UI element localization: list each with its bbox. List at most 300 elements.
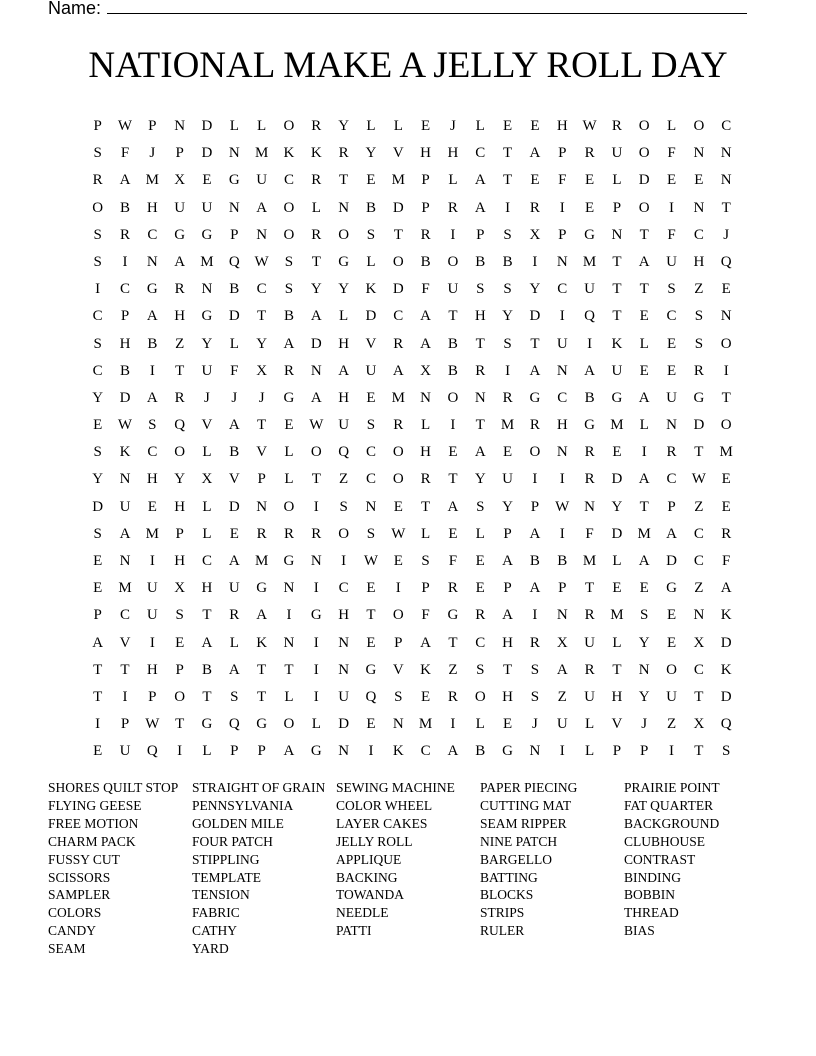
grid-letter[interactable]: L bbox=[311, 199, 321, 216]
grid-letter[interactable]: P bbox=[148, 688, 157, 705]
grid-letter[interactable]: S bbox=[339, 498, 348, 515]
grid-letter[interactable]: L bbox=[284, 444, 294, 461]
grid-letter[interactable]: W bbox=[309, 417, 324, 434]
grid-letter[interactable]: I bbox=[559, 308, 565, 325]
grid-letter[interactable]: P bbox=[530, 498, 540, 515]
grid-letter[interactable]: E bbox=[366, 389, 376, 406]
grid-letter[interactable]: X bbox=[529, 226, 541, 243]
grid-letter[interactable]: L bbox=[448, 172, 458, 189]
grid-letter[interactable]: K bbox=[283, 145, 295, 162]
grid-letter[interactable]: A bbox=[529, 362, 541, 379]
grid-letter[interactable]: H bbox=[174, 308, 186, 325]
grid-letter[interactable]: K bbox=[392, 743, 404, 760]
grid-letter[interactable]: R bbox=[311, 118, 322, 134]
grid-letter[interactable]: C bbox=[420, 743, 431, 760]
grid-letter[interactable]: G bbox=[584, 417, 595, 434]
grid-letter[interactable]: S bbox=[148, 417, 157, 434]
grid-letter[interactable]: J bbox=[531, 716, 538, 733]
grid-letter[interactable]: A bbox=[529, 145, 541, 162]
grid-letter[interactable]: O bbox=[174, 688, 186, 705]
grid-letter[interactable]: E bbox=[147, 498, 157, 515]
grid-letter[interactable]: H bbox=[502, 688, 513, 705]
grid-letter[interactable]: W bbox=[582, 118, 597, 134]
grid-letter[interactable]: N bbox=[119, 471, 131, 488]
grid-letter[interactable]: L bbox=[202, 525, 212, 542]
grid-letter[interactable]: S bbox=[694, 308, 704, 325]
grid-letter[interactable]: L bbox=[202, 444, 212, 461]
grid-letter[interactable]: S bbox=[93, 335, 102, 352]
grid-letter[interactable]: H bbox=[420, 145, 432, 162]
grid-letter[interactable]: Y bbox=[338, 118, 350, 134]
grid-letter[interactable]: P bbox=[120, 716, 130, 733]
grid-letter[interactable]: G bbox=[529, 389, 541, 406]
grid-letter[interactable]: D bbox=[392, 281, 404, 298]
grid-letter[interactable]: T bbox=[311, 471, 321, 488]
grid-letter[interactable]: N bbox=[720, 145, 732, 162]
grid-letter[interactable]: N bbox=[474, 389, 486, 406]
grid-letter[interactable]: J bbox=[450, 118, 456, 134]
grid-letter[interactable]: A bbox=[228, 661, 240, 678]
grid-letter[interactable]: X bbox=[174, 580, 186, 597]
grid-letter[interactable]: E bbox=[584, 172, 595, 189]
grid-letter[interactable]: P bbox=[175, 661, 184, 678]
grid-letter[interactable]: K bbox=[611, 335, 623, 352]
grid-letter[interactable]: O bbox=[447, 389, 459, 406]
grid-letter[interactable]: T bbox=[202, 607, 212, 624]
grid-letter[interactable]: W bbox=[363, 553, 379, 569]
grid-letter[interactable]: C bbox=[147, 226, 158, 243]
grid-letter[interactable]: J bbox=[231, 389, 238, 406]
grid-letter[interactable]: W bbox=[555, 498, 570, 515]
grid-letter[interactable]: I bbox=[313, 688, 319, 705]
grid-letter[interactable]: I bbox=[505, 199, 511, 216]
grid-letter[interactable]: H bbox=[474, 308, 486, 325]
grid-letter[interactable]: O bbox=[392, 253, 404, 270]
grid-letter[interactable]: Z bbox=[339, 471, 349, 488]
grid-letter[interactable]: C bbox=[365, 471, 376, 488]
grid-letter[interactable]: E bbox=[93, 743, 103, 760]
grid-letter[interactable]: I bbox=[532, 471, 538, 488]
grid-letter[interactable]: D bbox=[338, 716, 350, 733]
grid-letter[interactable]: I bbox=[532, 253, 538, 270]
grid-letter[interactable]: R bbox=[311, 525, 322, 542]
grid-letter[interactable]: H bbox=[502, 634, 513, 651]
grid-letter[interactable]: S bbox=[694, 335, 704, 352]
grid-letter[interactable]: E bbox=[666, 607, 677, 624]
grid-letter[interactable]: M bbox=[582, 553, 597, 569]
grid-letter[interactable]: E bbox=[612, 580, 622, 597]
grid-letter[interactable]: R bbox=[283, 362, 294, 379]
grid-letter[interactable]: S bbox=[503, 226, 512, 243]
grid-letter[interactable]: T bbox=[448, 471, 458, 488]
grid-letter[interactable]: I bbox=[313, 661, 319, 678]
grid-letter[interactable]: A bbox=[638, 553, 650, 569]
grid-letter[interactable]: Z bbox=[557, 688, 567, 705]
grid-letter[interactable]: A bbox=[502, 553, 513, 569]
grid-letter[interactable]: U bbox=[666, 688, 677, 705]
grid-letter[interactable]: N bbox=[338, 743, 350, 760]
grid-letter[interactable]: I bbox=[559, 525, 565, 542]
grid-letter[interactable]: O bbox=[392, 444, 404, 461]
grid-letter[interactable]: U bbox=[174, 199, 186, 216]
grid-letter[interactable]: B bbox=[119, 199, 130, 216]
grid-letter[interactable]: M bbox=[254, 553, 269, 569]
grid-letter[interactable]: C bbox=[693, 226, 704, 243]
grid-letter[interactable]: P bbox=[421, 199, 430, 216]
grid-letter[interactable]: M bbox=[145, 525, 159, 542]
grid-letter[interactable]: Z bbox=[175, 335, 185, 352]
grid-letter[interactable]: E bbox=[475, 580, 485, 597]
grid-letter[interactable]: S bbox=[93, 525, 102, 542]
grid-letter[interactable]: C bbox=[557, 281, 568, 298]
grid-letter[interactable]: R bbox=[119, 226, 130, 243]
grid-letter[interactable]: W bbox=[391, 525, 406, 542]
grid-letter[interactable]: A bbox=[310, 389, 322, 406]
grid-letter[interactable]: O bbox=[529, 444, 541, 461]
grid-letter[interactable]: H bbox=[119, 335, 131, 352]
grid-letter[interactable]: L bbox=[639, 335, 649, 352]
grid-letter[interactable]: Z bbox=[666, 716, 677, 733]
grid-letter[interactable]: P bbox=[120, 308, 130, 325]
grid-letter[interactable]: M bbox=[391, 389, 405, 406]
grid-letter[interactable]: I bbox=[122, 688, 128, 705]
grid-letter[interactable]: S bbox=[421, 553, 430, 569]
grid-letter[interactable]: Y bbox=[310, 281, 322, 298]
grid-letter[interactable]: B bbox=[420, 253, 431, 270]
grid-letter[interactable]: B bbox=[229, 444, 240, 461]
grid-letter[interactable]: M bbox=[418, 716, 433, 733]
grid-letter[interactable]: H bbox=[174, 553, 186, 569]
grid-letter[interactable]: Q bbox=[174, 417, 186, 434]
grid-letter[interactable]: T bbox=[311, 253, 321, 270]
grid-letter[interactable]: Y bbox=[92, 471, 104, 488]
grid-letter[interactable]: A bbox=[584, 362, 595, 379]
grid-letter[interactable]: T bbox=[421, 498, 431, 515]
grid-letter[interactable]: M bbox=[391, 172, 405, 189]
grid-letter[interactable]: T bbox=[202, 688, 212, 705]
grid-letter[interactable]: Y bbox=[201, 335, 213, 352]
grid-letter[interactable]: H bbox=[201, 580, 213, 597]
grid-letter[interactable]: Z bbox=[694, 498, 704, 515]
grid-letter[interactable]: G bbox=[256, 716, 268, 733]
grid-letter[interactable]: V bbox=[256, 444, 268, 461]
grid-letter[interactable]: F bbox=[230, 362, 239, 379]
grid-letter[interactable]: T bbox=[93, 688, 103, 705]
grid-letter[interactable]: Z bbox=[694, 580, 704, 597]
grid-letter[interactable]: N bbox=[338, 199, 350, 216]
grid-letter[interactable]: N bbox=[174, 118, 186, 134]
grid-letter[interactable]: C bbox=[475, 634, 486, 651]
grid-letter[interactable]: T bbox=[503, 172, 513, 189]
grid-letter[interactable]: N bbox=[256, 226, 268, 243]
grid-letter[interactable]: T bbox=[584, 580, 595, 597]
grid-letter[interactable]: P bbox=[421, 172, 430, 189]
grid-letter[interactable]: N bbox=[556, 253, 568, 270]
grid-letter[interactable]: P bbox=[394, 634, 403, 651]
grid-letter[interactable]: X bbox=[693, 634, 705, 651]
grid-letter[interactable]: I bbox=[669, 199, 675, 216]
grid-letter[interactable]: V bbox=[201, 417, 213, 434]
grid-letter[interactable]: T bbox=[393, 226, 403, 243]
grid-letter[interactable]: N bbox=[611, 226, 623, 243]
grid-letter[interactable]: M bbox=[254, 145, 269, 162]
grid-letter[interactable]: A bbox=[638, 471, 650, 488]
grid-letter[interactable]: P bbox=[93, 118, 102, 134]
grid-letter[interactable]: R bbox=[529, 199, 540, 216]
grid-letter[interactable]: E bbox=[530, 172, 540, 189]
grid-letter[interactable]: S bbox=[284, 253, 294, 270]
grid-letter[interactable]: P bbox=[667, 498, 676, 515]
grid-letter[interactable]: K bbox=[720, 607, 732, 624]
grid-letter[interactable]: R bbox=[420, 471, 431, 488]
grid-letter[interactable]: N bbox=[584, 498, 595, 515]
grid-letter[interactable]: O bbox=[92, 199, 104, 216]
grid-letter[interactable]: C bbox=[92, 362, 103, 379]
grid-letter[interactable]: G bbox=[447, 607, 459, 624]
grid-letter[interactable]: J bbox=[723, 226, 730, 243]
grid-letter[interactable]: A bbox=[720, 580, 732, 597]
grid-letter[interactable]: V bbox=[392, 661, 404, 678]
grid-letter[interactable]: B bbox=[475, 743, 486, 760]
grid-letter[interactable]: U bbox=[201, 199, 213, 216]
grid-letter[interactable]: F bbox=[558, 172, 567, 189]
grid-letter[interactable]: G bbox=[201, 308, 213, 325]
grid-letter[interactable]: U bbox=[228, 580, 240, 597]
grid-letter[interactable]: C bbox=[92, 308, 103, 325]
grid-letter[interactable]: U bbox=[338, 688, 350, 705]
grid-letter[interactable]: R bbox=[721, 525, 732, 542]
grid-letter[interactable]: N bbox=[201, 281, 213, 298]
grid-letter[interactable]: S bbox=[640, 607, 649, 624]
grid-letter[interactable]: U bbox=[119, 743, 131, 760]
grid-letter[interactable]: O bbox=[447, 253, 459, 270]
grid-letter[interactable]: I bbox=[368, 743, 374, 760]
grid-letter[interactable]: H bbox=[420, 444, 432, 461]
grid-letter[interactable]: X bbox=[174, 172, 186, 189]
grid-letter[interactable]: L bbox=[612, 172, 622, 189]
grid-letter[interactable]: I bbox=[177, 743, 183, 760]
grid-letter[interactable]: E bbox=[721, 471, 731, 488]
grid-letter[interactable]: O bbox=[283, 199, 295, 216]
grid-letter[interactable]: B bbox=[502, 253, 513, 270]
grid-letter[interactable]: O bbox=[720, 335, 732, 352]
grid-letter[interactable]: E bbox=[639, 580, 649, 597]
grid-letter[interactable]: T bbox=[257, 417, 267, 434]
grid-letter[interactable]: I bbox=[559, 743, 565, 760]
grid-letter[interactable]: T bbox=[339, 172, 349, 189]
grid-letter[interactable]: E bbox=[175, 634, 185, 651]
grid-letter[interactable]: B bbox=[475, 253, 486, 270]
grid-letter[interactable]: E bbox=[366, 172, 376, 189]
grid-letter[interactable]: A bbox=[666, 525, 677, 542]
grid-letter[interactable]: R bbox=[447, 688, 458, 705]
grid-letter[interactable]: T bbox=[639, 281, 649, 298]
grid-letter[interactable]: R bbox=[311, 226, 322, 243]
grid-letter[interactable]: L bbox=[339, 308, 349, 325]
grid-letter[interactable]: A bbox=[420, 634, 432, 651]
name-field[interactable] bbox=[48, 0, 747, 19]
grid-letter[interactable]: U bbox=[584, 634, 595, 651]
grid-letter[interactable]: R bbox=[584, 471, 595, 488]
grid-letter[interactable]: C bbox=[283, 172, 294, 189]
grid-letter[interactable]: E bbox=[202, 172, 212, 189]
grid-letter[interactable]: H bbox=[556, 417, 568, 434]
grid-letter[interactable]: S bbox=[476, 281, 485, 298]
grid-letter[interactable]: H bbox=[146, 199, 158, 216]
grid-letter[interactable]: N bbox=[338, 634, 350, 651]
grid-letter[interactable]: A bbox=[283, 743, 295, 760]
grid-letter[interactable]: R bbox=[420, 226, 431, 243]
grid-letter[interactable]: A bbox=[474, 444, 486, 461]
grid-letter[interactable]: I bbox=[313, 580, 319, 597]
grid-letter[interactable]: A bbox=[447, 743, 459, 760]
grid-letter[interactable]: N bbox=[666, 417, 677, 434]
grid-letter[interactable]: E bbox=[393, 498, 403, 515]
grid-letter[interactable]: R bbox=[256, 525, 267, 542]
grid-letter[interactable]: W bbox=[117, 118, 133, 134]
grid-letter[interactable]: A bbox=[529, 580, 541, 597]
grid-letter[interactable]: L bbox=[421, 417, 431, 434]
grid-letter[interactable]: A bbox=[174, 253, 186, 270]
grid-letter[interactable]: D bbox=[611, 525, 623, 542]
grid-letter[interactable]: P bbox=[257, 743, 266, 760]
grid-letter[interactable]: N bbox=[529, 743, 541, 760]
grid-letter[interactable]: P bbox=[558, 580, 567, 597]
grid-letter[interactable]: R bbox=[92, 172, 103, 189]
grid-letter[interactable]: E bbox=[694, 172, 704, 189]
grid-letter[interactable]: A bbox=[310, 308, 322, 325]
grid-letter[interactable]: L bbox=[366, 253, 376, 270]
grid-letter[interactable]: M bbox=[637, 525, 651, 542]
grid-letter[interactable]: S bbox=[476, 498, 485, 515]
grid-letter[interactable]: M bbox=[610, 417, 624, 434]
grid-letter[interactable]: C bbox=[147, 444, 158, 461]
grid-letter[interactable]: G bbox=[310, 607, 322, 624]
grid-letter[interactable]: L bbox=[284, 471, 294, 488]
grid-letter[interactable]: W bbox=[117, 417, 133, 434]
grid-letter[interactable]: V bbox=[392, 145, 404, 162]
grid-letter[interactable]: T bbox=[257, 688, 267, 705]
grid-letter[interactable]: R bbox=[611, 118, 622, 134]
grid-letter[interactable]: B bbox=[529, 553, 540, 569]
grid-letter[interactable]: L bbox=[475, 118, 485, 134]
grid-letter[interactable]: A bbox=[474, 172, 486, 189]
grid-letter[interactable]: C bbox=[365, 444, 376, 461]
grid-letter[interactable]: R bbox=[584, 444, 595, 461]
grid-letter[interactable]: R bbox=[174, 281, 185, 298]
grid-letter[interactable]: O bbox=[693, 118, 705, 134]
grid-letter[interactable]: I bbox=[587, 335, 593, 352]
grid-letter[interactable]: M bbox=[500, 417, 515, 434]
grid-letter[interactable]: U bbox=[201, 362, 213, 379]
grid-letter[interactable]: P bbox=[612, 743, 622, 760]
grid-letter[interactable]: D bbox=[529, 308, 541, 325]
grid-letter[interactable]: R bbox=[447, 199, 458, 216]
grid-letter[interactable]: E bbox=[584, 199, 595, 216]
grid-letter[interactable]: L bbox=[284, 688, 294, 705]
grid-letter[interactable]: S bbox=[93, 253, 102, 270]
grid-letter[interactable]: T bbox=[257, 308, 267, 325]
grid-letter[interactable]: R bbox=[584, 661, 595, 678]
grid-letter[interactable]: C bbox=[666, 308, 677, 325]
grid-letter[interactable]: I bbox=[669, 743, 675, 760]
grid-letter[interactable]: T bbox=[93, 661, 103, 678]
grid-letter[interactable]: A bbox=[228, 417, 240, 434]
grid-letter[interactable]: C bbox=[693, 661, 704, 678]
grid-letter[interactable]: T bbox=[257, 661, 267, 678]
grid-letter[interactable]: D bbox=[693, 417, 705, 434]
grid-letter[interactable]: C bbox=[693, 553, 704, 569]
grid-letter[interactable]: T bbox=[721, 199, 731, 216]
grid-letter[interactable]: O bbox=[638, 145, 650, 162]
grid-letter[interactable]: I bbox=[532, 607, 538, 624]
grid-letter[interactable]: P bbox=[558, 226, 567, 243]
grid-letter[interactable]: I bbox=[641, 444, 647, 461]
grid-letter[interactable]: E bbox=[421, 688, 431, 705]
grid-letter[interactable]: C bbox=[201, 553, 212, 569]
grid-letter[interactable]: L bbox=[311, 716, 321, 733]
grid-letter[interactable]: A bbox=[447, 498, 459, 515]
grid-letter[interactable]: O bbox=[338, 525, 350, 542]
grid-letter[interactable]: A bbox=[529, 525, 541, 542]
grid-letter[interactable]: I bbox=[341, 553, 347, 569]
grid-letter[interactable]: T bbox=[639, 498, 649, 515]
grid-letter[interactable]: U bbox=[611, 362, 623, 379]
grid-letter[interactable]: F bbox=[448, 553, 458, 569]
grid-letter[interactable]: L bbox=[257, 118, 267, 134]
grid-letter[interactable]: R bbox=[338, 145, 349, 162]
grid-letter[interactable]: N bbox=[420, 389, 432, 406]
grid-letter[interactable]: I bbox=[450, 417, 456, 434]
grid-letter[interactable]: M bbox=[582, 253, 597, 270]
grid-letter[interactable]: B bbox=[201, 661, 212, 678]
grid-letter[interactable]: O bbox=[392, 607, 404, 624]
grid-letter[interactable]: Y bbox=[502, 498, 513, 515]
grid-letter[interactable]: L bbox=[393, 118, 403, 134]
grid-letter[interactable]: Y bbox=[174, 471, 186, 488]
grid-letter[interactable]: E bbox=[448, 525, 458, 542]
grid-letter[interactable]: O bbox=[666, 661, 677, 678]
grid-letter[interactable]: C bbox=[119, 281, 130, 298]
grid-letter[interactable]: R bbox=[174, 389, 185, 406]
grid-letter[interactable]: E bbox=[421, 118, 431, 134]
grid-letter[interactable]: E bbox=[475, 553, 485, 569]
grid-letter[interactable]: N bbox=[556, 444, 568, 461]
grid-letter[interactable]: M bbox=[719, 444, 733, 461]
grid-letter[interactable]: E bbox=[93, 580, 103, 597]
grid-letter[interactable]: S bbox=[530, 661, 540, 678]
grid-letter[interactable]: N bbox=[119, 553, 131, 569]
grid-letter[interactable]: T bbox=[175, 716, 185, 733]
grid-letter[interactable]: I bbox=[505, 362, 511, 379]
grid-letter[interactable]: L bbox=[584, 743, 595, 760]
grid-letter[interactable]: J bbox=[204, 389, 210, 406]
grid-letter[interactable]: I bbox=[95, 281, 101, 298]
grid-letter[interactable]: H bbox=[174, 498, 186, 515]
grid-letter[interactable]: N bbox=[310, 362, 322, 379]
grid-letter[interactable]: S bbox=[93, 226, 102, 243]
grid-letter[interactable]: N bbox=[392, 716, 404, 733]
grid-letter[interactable]: A bbox=[228, 553, 240, 569]
grid-letter[interactable]: N bbox=[338, 661, 350, 678]
grid-letter[interactable]: C bbox=[475, 145, 486, 162]
grid-letter[interactable]: C bbox=[338, 580, 349, 597]
grid-letter[interactable]: F bbox=[722, 553, 731, 569]
grid-letter[interactable]: Q bbox=[228, 716, 240, 733]
grid-letter[interactable]: O bbox=[392, 471, 404, 488]
grid-letter[interactable]: N bbox=[720, 308, 732, 325]
grid-letter[interactable]: I bbox=[723, 362, 729, 379]
